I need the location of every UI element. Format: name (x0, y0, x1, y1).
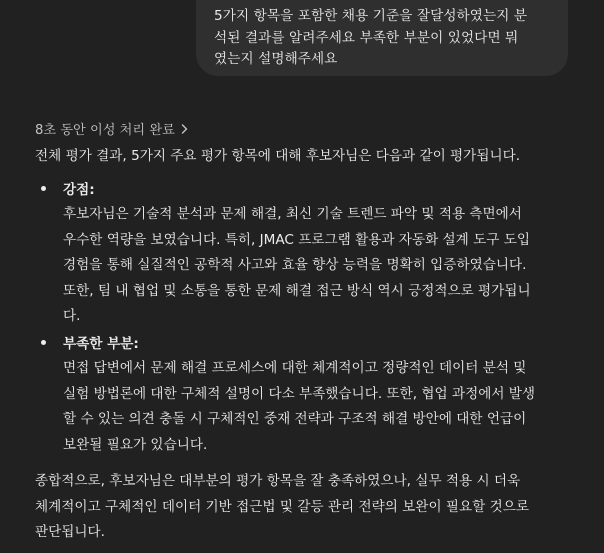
user-message-line: 였는지 설명해주세요 (214, 51, 338, 67)
user-message-line: 석된 결과를 알려주세요 부족한 부분이 있었다면 뭐 (214, 29, 519, 46)
strengths-line: 경험을 통해 실질적인 공학적 사고와 효율 향상 능력을 명확히 입증하였습니다. (63, 257, 527, 273)
weaknesses-line: 면접 답변에서 문제 해결 프로세스에 대한 체계적이고 정량적인 데이터 분석 및 (63, 360, 527, 376)
weaknesses-line: 보완될 필요가 있습니다. (63, 436, 208, 453)
strengths-heading: 강점: (63, 182, 95, 198)
strengths-line: 다. (63, 308, 81, 324)
weaknesses-heading: 부족한 부분: (63, 336, 139, 352)
weaknesses-text (63, 356, 535, 458)
strengths-line: 우수한 역량을 보였습니다. 특히, JMAC 프로그램 활용과 자동화 설계 도구 도입 (63, 231, 530, 248)
reasoning-toggle[interactable] (35, 119, 188, 138)
weaknesses-line: 실험 방법론에 대한 구체적 설명이 다소 부족했습니다. 또한, 협업 과정에서 발생 (63, 385, 536, 402)
strengths-text (63, 202, 531, 330)
strengths-line: 후보자님은 기술적 분석과 문제 해결, 최신 기술 트렌드 파악 및 적용 측면에서 (63, 206, 522, 222)
chevron-right-icon (181, 124, 188, 134)
conclusion-text (35, 469, 529, 546)
weaknesses-line: 할 수 있는 의견 충돌 시 구체적인 중재 전략과 구조적 해결 방안에 대한 언급이 (63, 411, 527, 427)
user-message-line: 5가지 항목을 포함한 채용 기준을 잘달성하였는지 분 (214, 8, 528, 24)
response-intro: 전체 평가 결과, 5가지 주요 평가 항목에 대해 후보자님은 다음과 같이 평가됩니다. (35, 148, 521, 164)
user-message-bubble (196, 0, 568, 76)
strengths-line: 또한, 팀 내 협업 및 소통을 통한 문제 해결 접근 방식 역시 긍정적으로 평가됩니 (63, 282, 531, 299)
bullet-dot (41, 186, 46, 191)
bullet-dot (41, 340, 46, 345)
conclusion-line: 체계적이고 구체적인 데이터 기반 접근법 및 갈등 관리 전략의 보완이 필요할 것으로 (35, 498, 530, 515)
reasoning-label: 8초 동안 이성 처리 완료 (35, 123, 175, 138)
conclusion-line: 판단됩니다. (35, 524, 105, 540)
conclusion-line: 종합적으로, 후보자님은 대부분의 평가 항목을 잘 충족하였으나, 실무 적용 시 더욱 (35, 473, 521, 489)
